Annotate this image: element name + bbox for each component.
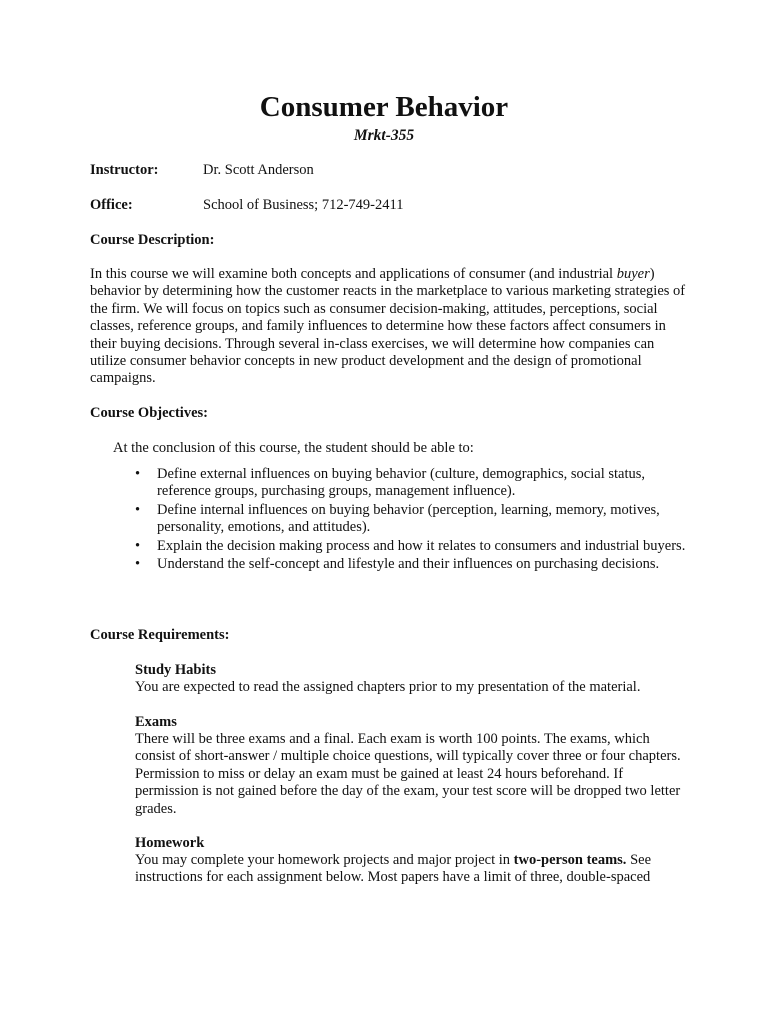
list-item-text: Understand the self-concept and lifestyle and their influences on purchasing decisions.	[157, 556, 660, 573]
homework-part2: See instructions for each assignment below. Most papers have a limit of three, double-spaced	[135, 852, 651, 886]
study-habits-text: You are expected to read the assigned chapters prior to my presentation of the material.	[135, 679, 641, 695]
course-objectives-heading: Course Objectives:	[90, 405, 208, 421]
instructor-label: Instructor:	[90, 162, 159, 178]
exams-text: There will be three exams and a final. Each exam is worth 100 points. The exams, which consist of short-answer / multiple choice questions, will typically cover three or four chapters. Permission to miss or delay an exam must be gained at least 24 hours beforehand. If permission is not gained before the day of the exam, your test score will be dropped two letter grades.	[135, 731, 681, 817]
description-part1: In this course we will examine both concepts and applications of consumer (and industrial	[90, 266, 617, 282]
bullet-icon: •	[135, 556, 141, 573]
list-item	[132, 466, 692, 501]
course-objectives-intro: At the conclusion of this course, the student should be able to:	[113, 440, 474, 456]
bullet-icon: •	[135, 466, 141, 482]
bullet-icon: •	[135, 537, 141, 554]
course-code: Mrkt-355	[353, 127, 415, 144]
course-description-heading: Course Description:	[90, 232, 215, 248]
description-italic-term: buyer	[616, 266, 650, 282]
list-item-text: Define external influences on buying behavior (culture, demographics, social status, reference groups, purchasing groups, management influence).	[157, 466, 646, 500]
homework-text	[135, 852, 687, 887]
homework-part1: You may complete your homework projects and major project in	[135, 852, 514, 868]
list-item	[132, 556, 692, 573]
instructor-name: Dr. Scott Anderson	[203, 162, 314, 178]
homework-heading: Homework	[135, 835, 205, 851]
list-item-text: Define internal influences on buying behavior (perception, learning, memory, motives, personality, emotions, and attitudes).	[157, 501, 660, 536]
study-habits-heading: Study Habits	[135, 662, 216, 678]
course-requirements-heading: Course Requirements:	[90, 627, 230, 643]
bullet-icon: •	[135, 501, 141, 518]
office-value: School of Business; 712-749-2411	[203, 197, 404, 213]
list-item	[132, 502, 692, 537]
list-item-text: Explain the decision making process and how it relates to consumers and industrial buyers.	[157, 537, 686, 554]
list-item	[132, 538, 692, 555]
objectives-list	[132, 466, 692, 574]
exams-heading: Exams	[135, 714, 177, 730]
office-label: Office:	[90, 197, 133, 213]
homework-bold-term: two-person teams.	[513, 852, 627, 868]
description-part2: ) behavior by determining how the customer reacts in the marketplace to various marketing strategies of the firm. We will focus on topics such as consumer decision-making, attitudes, perceptions, social classes, reference groups, and family influences to determine how these factors affect consumers in their buying decisions. Through several in-class exercises, we will determine how companies can utilize consumer behavior concepts in new product development and the design of promotional campaigns.	[90, 266, 686, 387]
document-title: Consumer Behavior	[259, 91, 509, 123]
course-description-text	[90, 266, 690, 388]
